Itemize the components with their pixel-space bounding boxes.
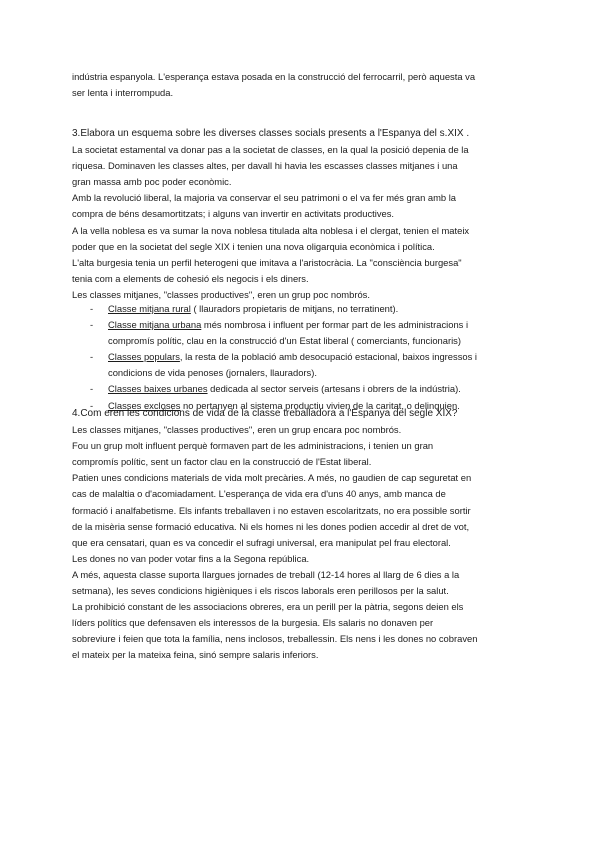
text-line: el mateix per la mateixa feina, sinó sempre salaris inferiors. bbox=[72, 649, 319, 661]
list-text: no pertanyen al sistema productiu vivien de la caritat, o delinquien. bbox=[180, 399, 460, 411]
dash-bullet: - bbox=[90, 351, 94, 363]
text-line: formació i analfabetisme. Els infants treballaven i no estaven escolaritzats, no era possible sortir bbox=[72, 504, 471, 516]
text-line: que era censatari, quan es va concedir el sufragi universal, era manipulat pel frau electoral. bbox=[72, 536, 451, 548]
section-4 bbox=[72, 406, 540, 664]
text-line: La societat estamental va donar pas a la societat de classes, en la qual la posició depenia de la bbox=[72, 144, 469, 156]
list-text: ( llauradors propietaris de mitjans, no terratinent). bbox=[190, 303, 399, 314]
list-text: , la resta de la població amb desocupació estacional, baixos ingressos i bbox=[179, 351, 477, 363]
text-line: de la misèria sense formació educativa. Ni els homes ni les dones podien accedir al dret de vot, bbox=[72, 520, 470, 532]
text-line: Les dones no van poder votar fins a la Segona república. bbox=[72, 552, 310, 564]
text-line: compra de béns desamortitzats; i alguns van invertir en activitats productives. bbox=[72, 208, 395, 220]
social-classes-list bbox=[72, 301, 540, 414]
list-term: Classes populars bbox=[108, 351, 180, 363]
text-line: setmana), les seves condicions higièniques i els riscos laborals eren perillosos per la salut. bbox=[72, 585, 449, 597]
text-line: tenia com a elements de cohesió els negocis i els diners. bbox=[72, 272, 309, 284]
list-text: dedicada al sector serveis (artesans i obrers de la indústria). bbox=[207, 383, 461, 395]
dash-bullet: - bbox=[90, 383, 94, 395]
text-line: Patien unes condicions materials de vida molt precàries. A més, no gaudien de cap seguretat en bbox=[72, 472, 472, 484]
text-line: La prohibició constant de les associacions obreres, era un perill per la pàtria, segons deien els bbox=[72, 601, 464, 613]
list-text: compromís polític, clau en la construcció d'un Estat liberal ( comerciants, funcionaris) bbox=[108, 335, 461, 347]
list-item bbox=[72, 349, 540, 381]
section-3-heading: 3.Elabora un esquema sobre les diverses classes socials presents a l'Espanya del s.XIX . bbox=[72, 128, 470, 139]
text-line: líders polítics que defensaven els interessos de la burgesia. Els salaris no donaven per bbox=[72, 617, 434, 629]
text-line: Amb la revolució liberal, la majoria va conservar el seu patrimoni o el va fer més gran amb la bbox=[72, 192, 457, 204]
text-line: compromís polític, sent un factor clau en la construcció de l'Estat liberal. bbox=[72, 456, 372, 468]
text-line: sobreviure i feien que tota la família, nens inclosos, treballessin. Els nens i les dones no cobraven bbox=[72, 633, 478, 645]
list-term: Classe mitjana rural bbox=[108, 303, 191, 314]
text-line: Les classes mitjanes, "classes productives", eren un grup encara poc nombrós. bbox=[72, 424, 402, 436]
text-line: A la vella noblesa es va sumar la nova noblesa titulada alta noblesa i el clergat, tenien el mateix bbox=[72, 224, 470, 236]
text-line: poder que en la societat del segle XIX i tenien una nova oligarquia econòmica i política. bbox=[72, 240, 435, 252]
text-line: Fou un grup molt influent perquè formaven part de les administracions, i tenien un gran bbox=[72, 440, 434, 452]
intro-paragraph bbox=[72, 69, 540, 101]
list-term: Classes baixes urbanes bbox=[108, 383, 208, 395]
section-4-heading: 4.Com eren les condicions de vida de la classe treballadora a l'Espanya del segle XIX? bbox=[72, 408, 458, 419]
list-item bbox=[72, 381, 540, 397]
list-term: Classe mitjana urbana bbox=[108, 319, 202, 331]
list-item bbox=[72, 301, 540, 317]
dash-bullet: - bbox=[90, 399, 94, 411]
dash-bullet: - bbox=[90, 303, 94, 314]
text-line: Les classes mitjanes, "classes productives", eren un grup poc nombrós. bbox=[72, 288, 370, 300]
text-line: cas de malaltia o d'acomiadament. L'esperança de vida era d'uns 40 anys, amb manca de bbox=[72, 488, 446, 500]
text-line: riquesa. Dominaven les classes altes, per davall hi havia les escasses classes mitjanes i una bbox=[72, 160, 458, 172]
list-item bbox=[72, 317, 540, 349]
list-text: condicions de vida penoses (jornalers, llauradors). bbox=[108, 367, 317, 379]
text-line: A més, aquesta classe suporta llargues jornades de treball (12-14 hores al llarg de 6 dies a la bbox=[72, 568, 460, 580]
list-term: Classes excloses bbox=[108, 399, 181, 411]
text-line: gran massa amb poc poder econòmic. bbox=[72, 176, 232, 188]
text-line: ser lenta i interrompuda. bbox=[72, 87, 174, 99]
dash-bullet: - bbox=[90, 319, 94, 331]
list-text: més nombrosa i influent per formar part de les administracions i bbox=[201, 319, 469, 331]
text-line: L'alta burgesia tenia un perfil heterogeni que imitava a l'aristocràcia. La "consciència burgesa" bbox=[72, 256, 462, 268]
text-line: indústria espanyola. L'esperança estava posada en la construcció del ferrocarril, però aquesta va bbox=[72, 71, 476, 82]
section-3 bbox=[72, 126, 540, 303]
